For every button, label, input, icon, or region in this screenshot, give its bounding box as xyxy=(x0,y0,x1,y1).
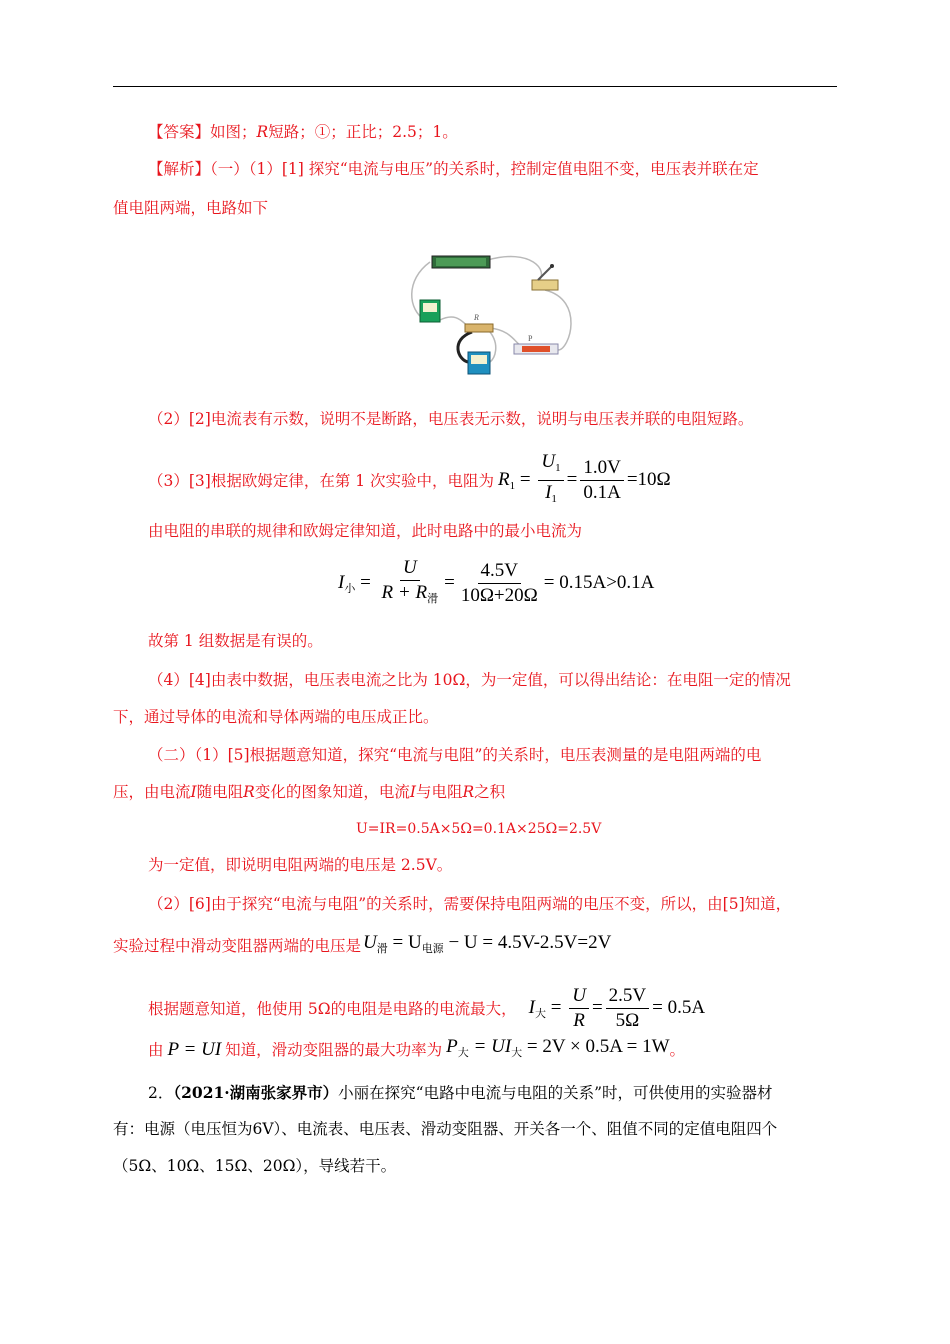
ammeter-icon xyxy=(420,300,440,322)
question2-line1: 2．（2021·湖南张家界市）小丽在探究“电路中电流与电阻的关系”时，可供使用的实验器材 xyxy=(148,1083,773,1102)
header-rule xyxy=(113,86,837,87)
max-current-equation: $I_大$ = $\frac{U}{R}$ = $\frac{2.5V}{5\Omega}$ = 0.5A xyxy=(528,985,706,1031)
analysis-p10: 根据题意知道，他使用 5Ω的电阻是电路的电流最大， $I_大$ = $\frac{U}{R}$ = $\frac{2.5V}{5\Omega}$ = 0.5A xyxy=(148,985,706,1031)
analysis-p8: 为一定值，即说明电阻两端的电压是 2.5V。 xyxy=(148,856,453,874)
answer-line: 【答案】如图；R短路；①；正比；2.5；1。 xyxy=(148,123,458,141)
answer-tag: 【答案】 xyxy=(148,123,211,141)
voltage-product-equation: U=IR=0.5A×5Ω=0.1A×25Ω=2.5V xyxy=(356,821,602,837)
ohm-equation-1: $R_1$ = $\frac{U_1}{I_1}$ = $\frac{1.0V}{0.1A}$ =10Ω xyxy=(498,451,671,505)
analysis-p9-line1: （2）[6]由于探究“电流与电阻”的关系时，需要保持电阻两端的电压不变，所以，由[5]知道， xyxy=(148,895,792,913)
analysis-tag: 【解析】 xyxy=(148,160,211,178)
analysis-p5: 故第 1 组数据是有误的。 xyxy=(148,632,323,650)
analysis-p2: （2）[2]电流表有示数，说明不是断路，电压表无示数，说明与电压表并联的电阻短路。 xyxy=(148,410,754,428)
question2-line2: 有：电源（电压恒为6V）、电流表、电压表、滑动变阻器、开关各一个、阻值不同的定值电阻四个 xyxy=(113,1120,778,1138)
max-power-equation: $P_大 = UI_大 = 2V \times 0.5A = 1W$ xyxy=(446,1036,670,1059)
switch-icon xyxy=(532,264,558,290)
rheostat-icon xyxy=(514,334,558,354)
analysis-p7-line2: 压，由电流I随电阻R变化的图象知道，电流I与电阻R之积 xyxy=(113,783,506,801)
analysis-p6-line2: 下，通过导体的电流和导体两端的电压成正比。 xyxy=(113,708,439,726)
analysis-p11: 由 P = UI 知道，滑动变阻器的最大功率为 $P_大 = UI_大 = 2V \times 0.5A = 1W$ 。 xyxy=(148,1036,685,1064)
min-current-equation: $I_小$ = $\frac{U}{R + R_滑}$ = $\frac{4.5V}{10\Omega+20\Omega}$ = 0.15A>0.1A xyxy=(338,557,655,606)
question2-source: （2021·湖南张家界市） xyxy=(173,1083,339,1102)
analysis-p1-line1: 【解析】（一）（1）[1] 探究“电流与电压”的关系时，控制定值电阻不变，电压表并联在定 xyxy=(148,160,759,178)
rheostat-label: P xyxy=(528,334,533,343)
analysis-p3: （3）[3]根据欧姆定律，在第 1 次实验中，电阻为 $R_1$ = $\frac{U_1}{I_1}$ = $\frac{1.0V}{0.1A}$ =10Ω xyxy=(148,451,671,510)
analysis-p1-line2: 值电阻两端，电路如下 xyxy=(113,199,269,217)
resistor-label: R xyxy=(474,313,479,322)
power-formula: P = UI xyxy=(167,1039,222,1060)
analysis-p6-line1: （4）[4]由表中数据，电压表电流之比为 10Ω，为一定值，可以得出结论：在电阻一定的情况 xyxy=(148,671,791,689)
rheostat-voltage-equation: $U_滑 = U_{电源} - U = 4.5V-2.5V=2V$ xyxy=(363,932,612,955)
analysis-p7-line1: （二）（1）[5]根据题意知道，探究“电流与电阻”的关系时，电压表测量的是电阻两端的电 xyxy=(148,746,762,764)
analysis-p4: 由电阻的串联的规律和欧姆定律知道，此时电路中的最小电流为 xyxy=(148,522,583,540)
voltmeter-icon xyxy=(468,352,490,374)
circuit-diagram xyxy=(410,250,585,380)
resistor-icon xyxy=(465,313,493,332)
question2-line3: （5Ω、10Ω、15Ω、20Ω），导线若干。 xyxy=(113,1157,397,1175)
analysis-p9-line2: 实验过程中滑动变阻器两端的电压是 $U_滑 = U_{电源} - U = 4.5V-2.5V=2V$ xyxy=(113,932,611,960)
